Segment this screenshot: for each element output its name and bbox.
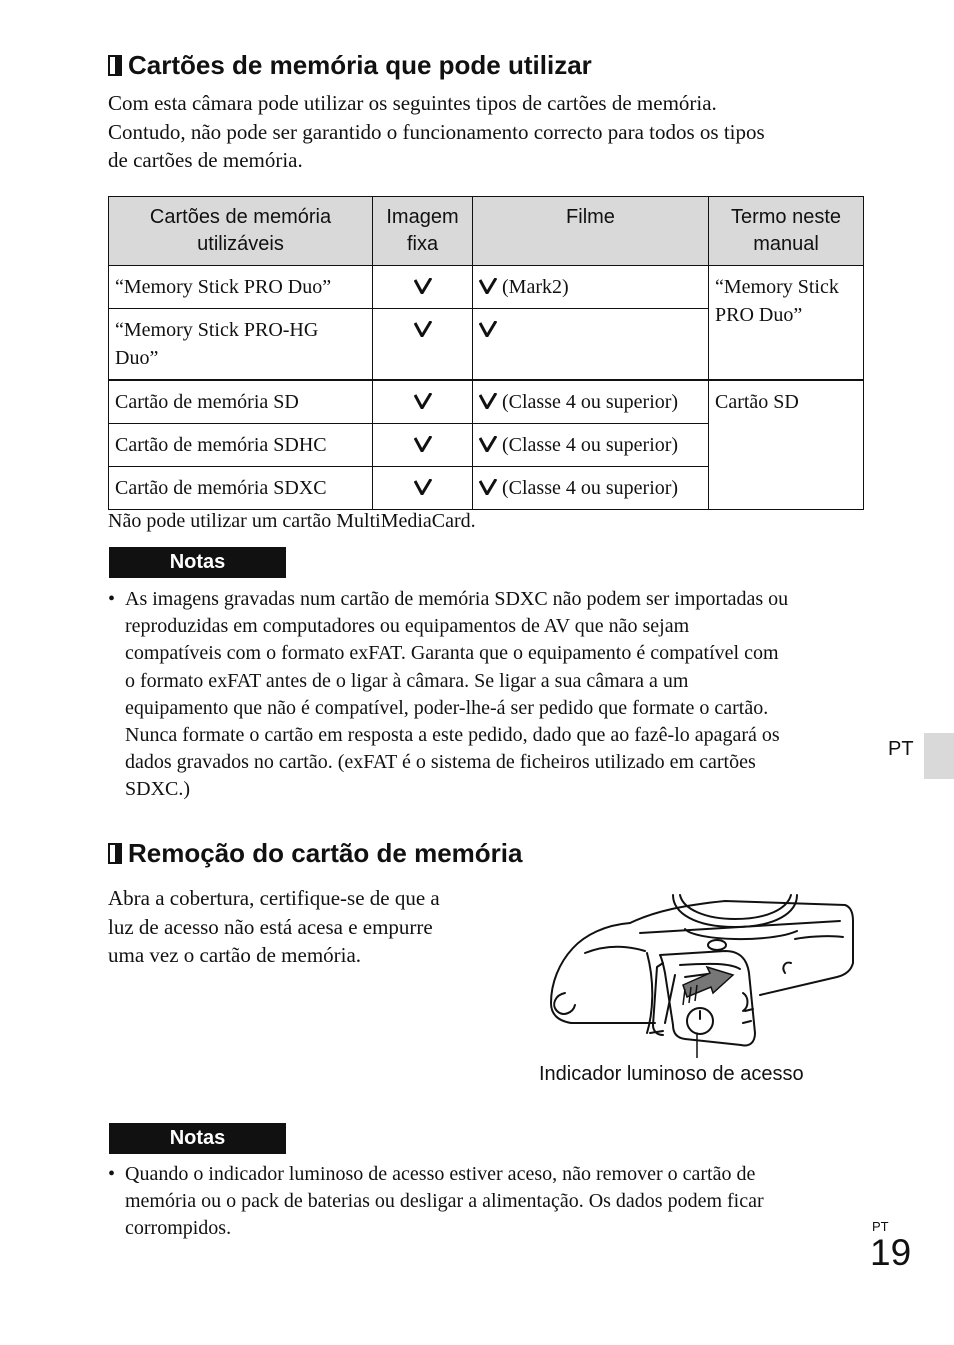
movie-support (473, 309, 709, 381)
access-lamp-caption: Indicador luminoso de acesso (539, 1063, 804, 1085)
note-line: compatíveis com o formato exFAT. Garanta que o equipamento é compatível com (125, 642, 779, 665)
header-term: Termo neste manual (709, 197, 864, 266)
note-line: Quando o indicador luminoso de acesso estiver aceso, não remover o cartão de (125, 1163, 756, 1185)
movie-support (473, 467, 709, 510)
note-text (125, 1161, 764, 1243)
intro-line: Contudo, não pode ser garantido o funcionamento correcto para todos os tipos (108, 119, 765, 144)
multimediacard-note: Não pode utilizar um cartão MultiMediaCard. (108, 510, 476, 532)
intro-line: Com esta câmara pode utilizar os seguintes tipos de cartões de memória. (108, 91, 717, 115)
still-support (373, 309, 473, 381)
note-line: As imagens gravadas num cartão de memória SDXC não podem ser importadas ou (125, 588, 789, 610)
movie-note: (Classe 4 ou superior) (502, 434, 679, 456)
check-icon (414, 393, 432, 409)
intro-paragraph (108, 89, 765, 175)
check-icon (414, 436, 432, 452)
movie-note: (Classe 4 ou superior) (502, 477, 679, 499)
card-name: Cartão de memória SDXC (109, 467, 373, 510)
table-header-row (109, 197, 864, 266)
section-title: Remoção do cartão de memória (128, 838, 523, 868)
page-number: 19 (870, 1232, 912, 1273)
note-text (125, 586, 788, 804)
notes-label: Notas (109, 547, 286, 578)
card-name: “Memory Stick PRO-HG Duo” (109, 309, 373, 381)
card-name: “Memory Stick PRO Duo” (109, 266, 373, 309)
card-name: Cartão de memória SD (109, 380, 373, 424)
movie-support (473, 380, 709, 424)
note-line: o formato exFAT antes de o ligar à câmara. Se ligar a sua câmara a um (125, 669, 689, 692)
heading-marker-icon (108, 843, 122, 864)
check-icon (479, 321, 497, 337)
bullet-icon: • (108, 1163, 116, 1185)
notes-label: Notas (109, 1123, 286, 1154)
check-icon (414, 278, 432, 294)
note-line: SDXC.) (125, 778, 191, 801)
removal-line: Abra a cobertura, certifique-se de que a (108, 886, 440, 910)
removal-line: luz de acesso não está acesa e empurre (108, 914, 433, 939)
card-name: Cartão de memória SDHC (109, 424, 373, 467)
note-line: reproduzidas em computadores ou equipamentos de AV que não sejam (125, 615, 690, 638)
note-item (108, 586, 868, 806)
term-sd-card: Cartão SD (709, 380, 864, 510)
check-icon (479, 393, 497, 409)
heading-marker-icon (108, 55, 122, 76)
note-line: memória ou o pack de baterias ou desligar a alimentação. Os dados podem ficar (125, 1190, 764, 1213)
page-number-superscript: PT (872, 1219, 889, 1234)
intro-line: de cartões de memória. (108, 148, 303, 172)
language-tab (924, 733, 954, 779)
movie-support (473, 266, 709, 309)
section-heading-card-removal (108, 838, 522, 869)
movie-support (473, 424, 709, 467)
note-line: dados gravados no cartão. (exFAT é o sistema de ficheiros utilizado em cartões (125, 751, 756, 774)
table-row (109, 380, 864, 424)
check-icon (479, 479, 497, 495)
still-support (373, 266, 473, 309)
header-cards: Cartões de memória utilizáveis (109, 197, 373, 266)
term-memory-stick: “Memory Stick PRO Duo” (709, 266, 864, 381)
note-line: Nunca formate o cartão em resposta a este pedido, dado que ao fazê-lo apagará os (125, 724, 780, 747)
movie-note: (Mark2) (502, 276, 569, 298)
bullet-icon: • (108, 588, 116, 610)
camera-card-slot-illustration (545, 893, 860, 1058)
note-item (108, 1161, 853, 1251)
note-line: corrompidos. (125, 1217, 232, 1240)
memory-card-table (108, 196, 864, 510)
removal-line: uma vez o cartão de memória. (108, 943, 362, 967)
still-support (373, 380, 473, 424)
movie-note: (Classe 4 ou superior) (502, 391, 679, 413)
note-line: equipamento que não é compatível, poder-lhe-á ser pedido que formate o cartão. (125, 696, 769, 719)
section-title: Cartões de memória que pode utilizar (128, 50, 592, 80)
check-icon (479, 436, 497, 452)
removal-paragraph (108, 884, 440, 970)
still-support (373, 424, 473, 467)
header-still: Imagem fixa (373, 197, 473, 266)
table-row (109, 266, 864, 309)
language-label: PT (888, 738, 914, 760)
section-heading-memory-cards (108, 50, 592, 81)
check-icon (414, 321, 432, 337)
check-icon (479, 278, 497, 294)
check-icon (414, 479, 432, 495)
still-support (373, 467, 473, 510)
header-movie: Filme (473, 197, 709, 266)
